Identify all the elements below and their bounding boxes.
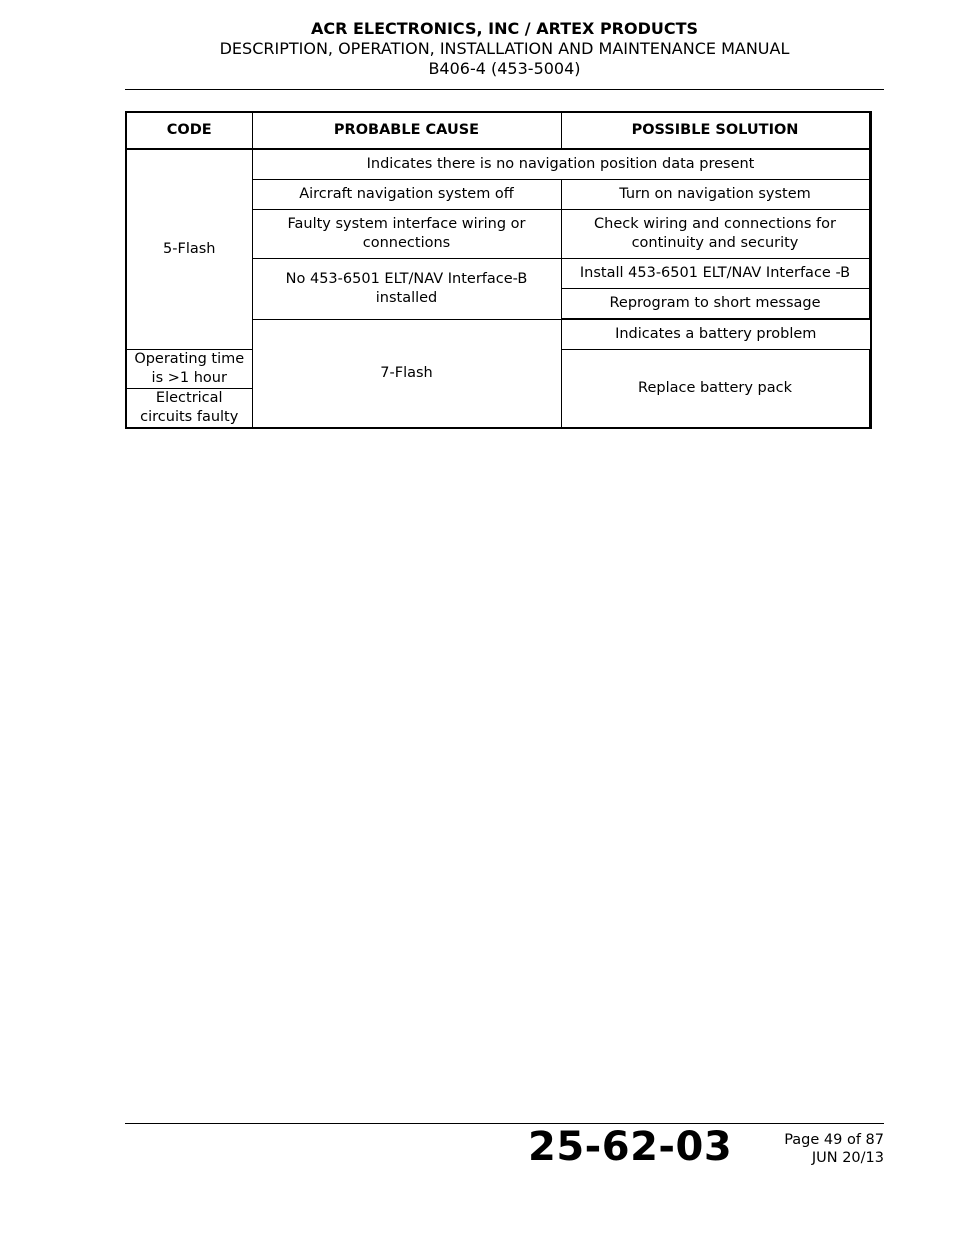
solution-cell: Check wiring and connections for continuity and security <box>561 210 869 259</box>
page-info <box>784 1131 884 1167</box>
header-probable-cause: PROBABLE CAUSE <box>252 112 561 149</box>
footer-divider <box>125 1123 884 1124</box>
troubleshooting-table <box>125 111 872 429</box>
header-code: CODE <box>126 112 252 149</box>
header-divider <box>125 89 884 90</box>
cause-cell: Electrical circuits faulty <box>126 389 252 429</box>
solution-cell: Install 453-6501 ELT/NAV Interface -B <box>561 259 869 289</box>
table-header-row <box>126 112 871 149</box>
solution-cell: Reprogram to short message <box>561 289 869 320</box>
code-5-flash: 5-Flash <box>126 149 252 350</box>
code-7-flash: 7-Flash <box>252 319 561 428</box>
header-possible-solution: POSSIBLE SOLUTION <box>561 112 869 149</box>
solution-cell: Turn on navigation system <box>561 180 869 210</box>
document-number: 25-62-03 <box>528 1124 733 1170</box>
page-header <box>125 19 884 79</box>
cause-cell: Aircraft navigation system off <box>252 180 561 210</box>
company-name: ACR ELECTRONICS, INC / ARTEX PRODUCTS <box>310 19 699 38</box>
cause-cell: Faulty system interface wiring or connections <box>252 210 561 259</box>
summary-5-flash: Indicates there is no navigation position data present <box>252 149 869 180</box>
table-row <box>126 149 871 180</box>
page-number: Page 49 of 87 <box>784 1132 884 1148</box>
summary-7-flash: Indicates a battery problem <box>561 319 871 350</box>
solution-cell: Replace battery pack <box>561 350 869 429</box>
revision-date: JUN 20/13 <box>811 1150 884 1166</box>
manual-title: DESCRIPTION, OPERATION, INSTALLATION AND MAINTENANCE MANUAL <box>219 39 790 58</box>
model-number: B406-4 (453-5004) <box>428 59 581 78</box>
cause-cell: Operating time is >1 hour <box>126 350 252 389</box>
cause-cell: No 453-6501 ELT/NAV Interface-B installed <box>252 259 561 320</box>
